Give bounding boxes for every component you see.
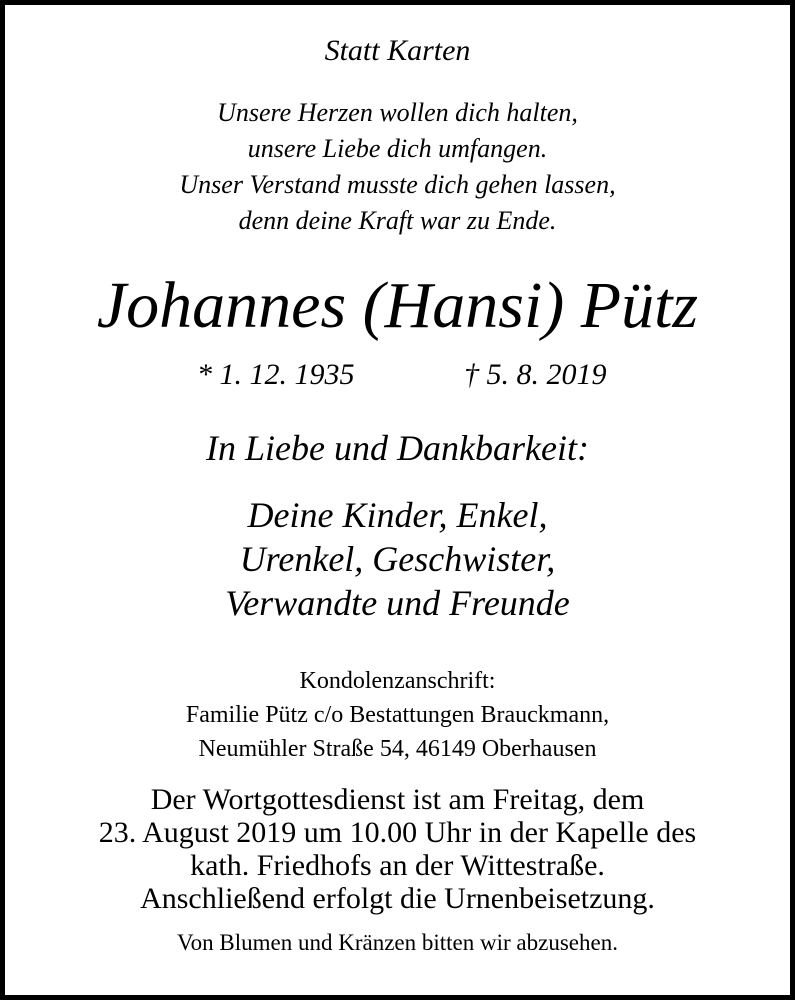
poem-line: Unsere Herzen wollen dich halten, bbox=[217, 98, 578, 127]
thanks-line: In Liebe und Dankbarkeit: bbox=[206, 428, 589, 468]
poem-line: denn deine Kraft war zu Ende. bbox=[238, 206, 557, 235]
birth-date: * 1. 12. 1935 bbox=[197, 358, 355, 391]
notice-header: Statt Karten bbox=[324, 34, 471, 67]
poem-line: Unser Verstand musste dich gehen lassen, bbox=[179, 170, 616, 199]
service-line: Der Wortgottesdienst ist am Freitag, dem bbox=[150, 783, 645, 816]
service-line: Anschließend erfolgt die Urnenbeisetzung. bbox=[140, 882, 655, 915]
poem-line: unsere Liebe dich umfangen. bbox=[247, 134, 548, 163]
flowers-note: Von Blumen und Kränzen bitten wir abzusehen. bbox=[177, 930, 618, 955]
deceased-name: Johannes (Hansi) Pütz bbox=[96, 269, 699, 342]
condolence-line: Familie Pütz c/o Bestattungen Brauckmann, bbox=[185, 702, 610, 728]
family-line: Deine Kinder, Enkel, bbox=[247, 495, 548, 535]
service-line: kath. Friedhofs an der Wittestraße. bbox=[190, 849, 605, 882]
condolence-line: Neumühler Straße 54, 46149 Oberhausen bbox=[198, 736, 597, 762]
family-line: Verwandte und Freunde bbox=[225, 583, 570, 623]
family-line: Urenkel, Geschwister, bbox=[239, 539, 556, 579]
death-date: † 5. 8. 2019 bbox=[464, 358, 607, 391]
condolence-heading: Kondolenzanschrift: bbox=[299, 668, 496, 694]
service-line: 23. August 2019 um 10.00 Uhr in der Kapelle des bbox=[98, 816, 697, 849]
